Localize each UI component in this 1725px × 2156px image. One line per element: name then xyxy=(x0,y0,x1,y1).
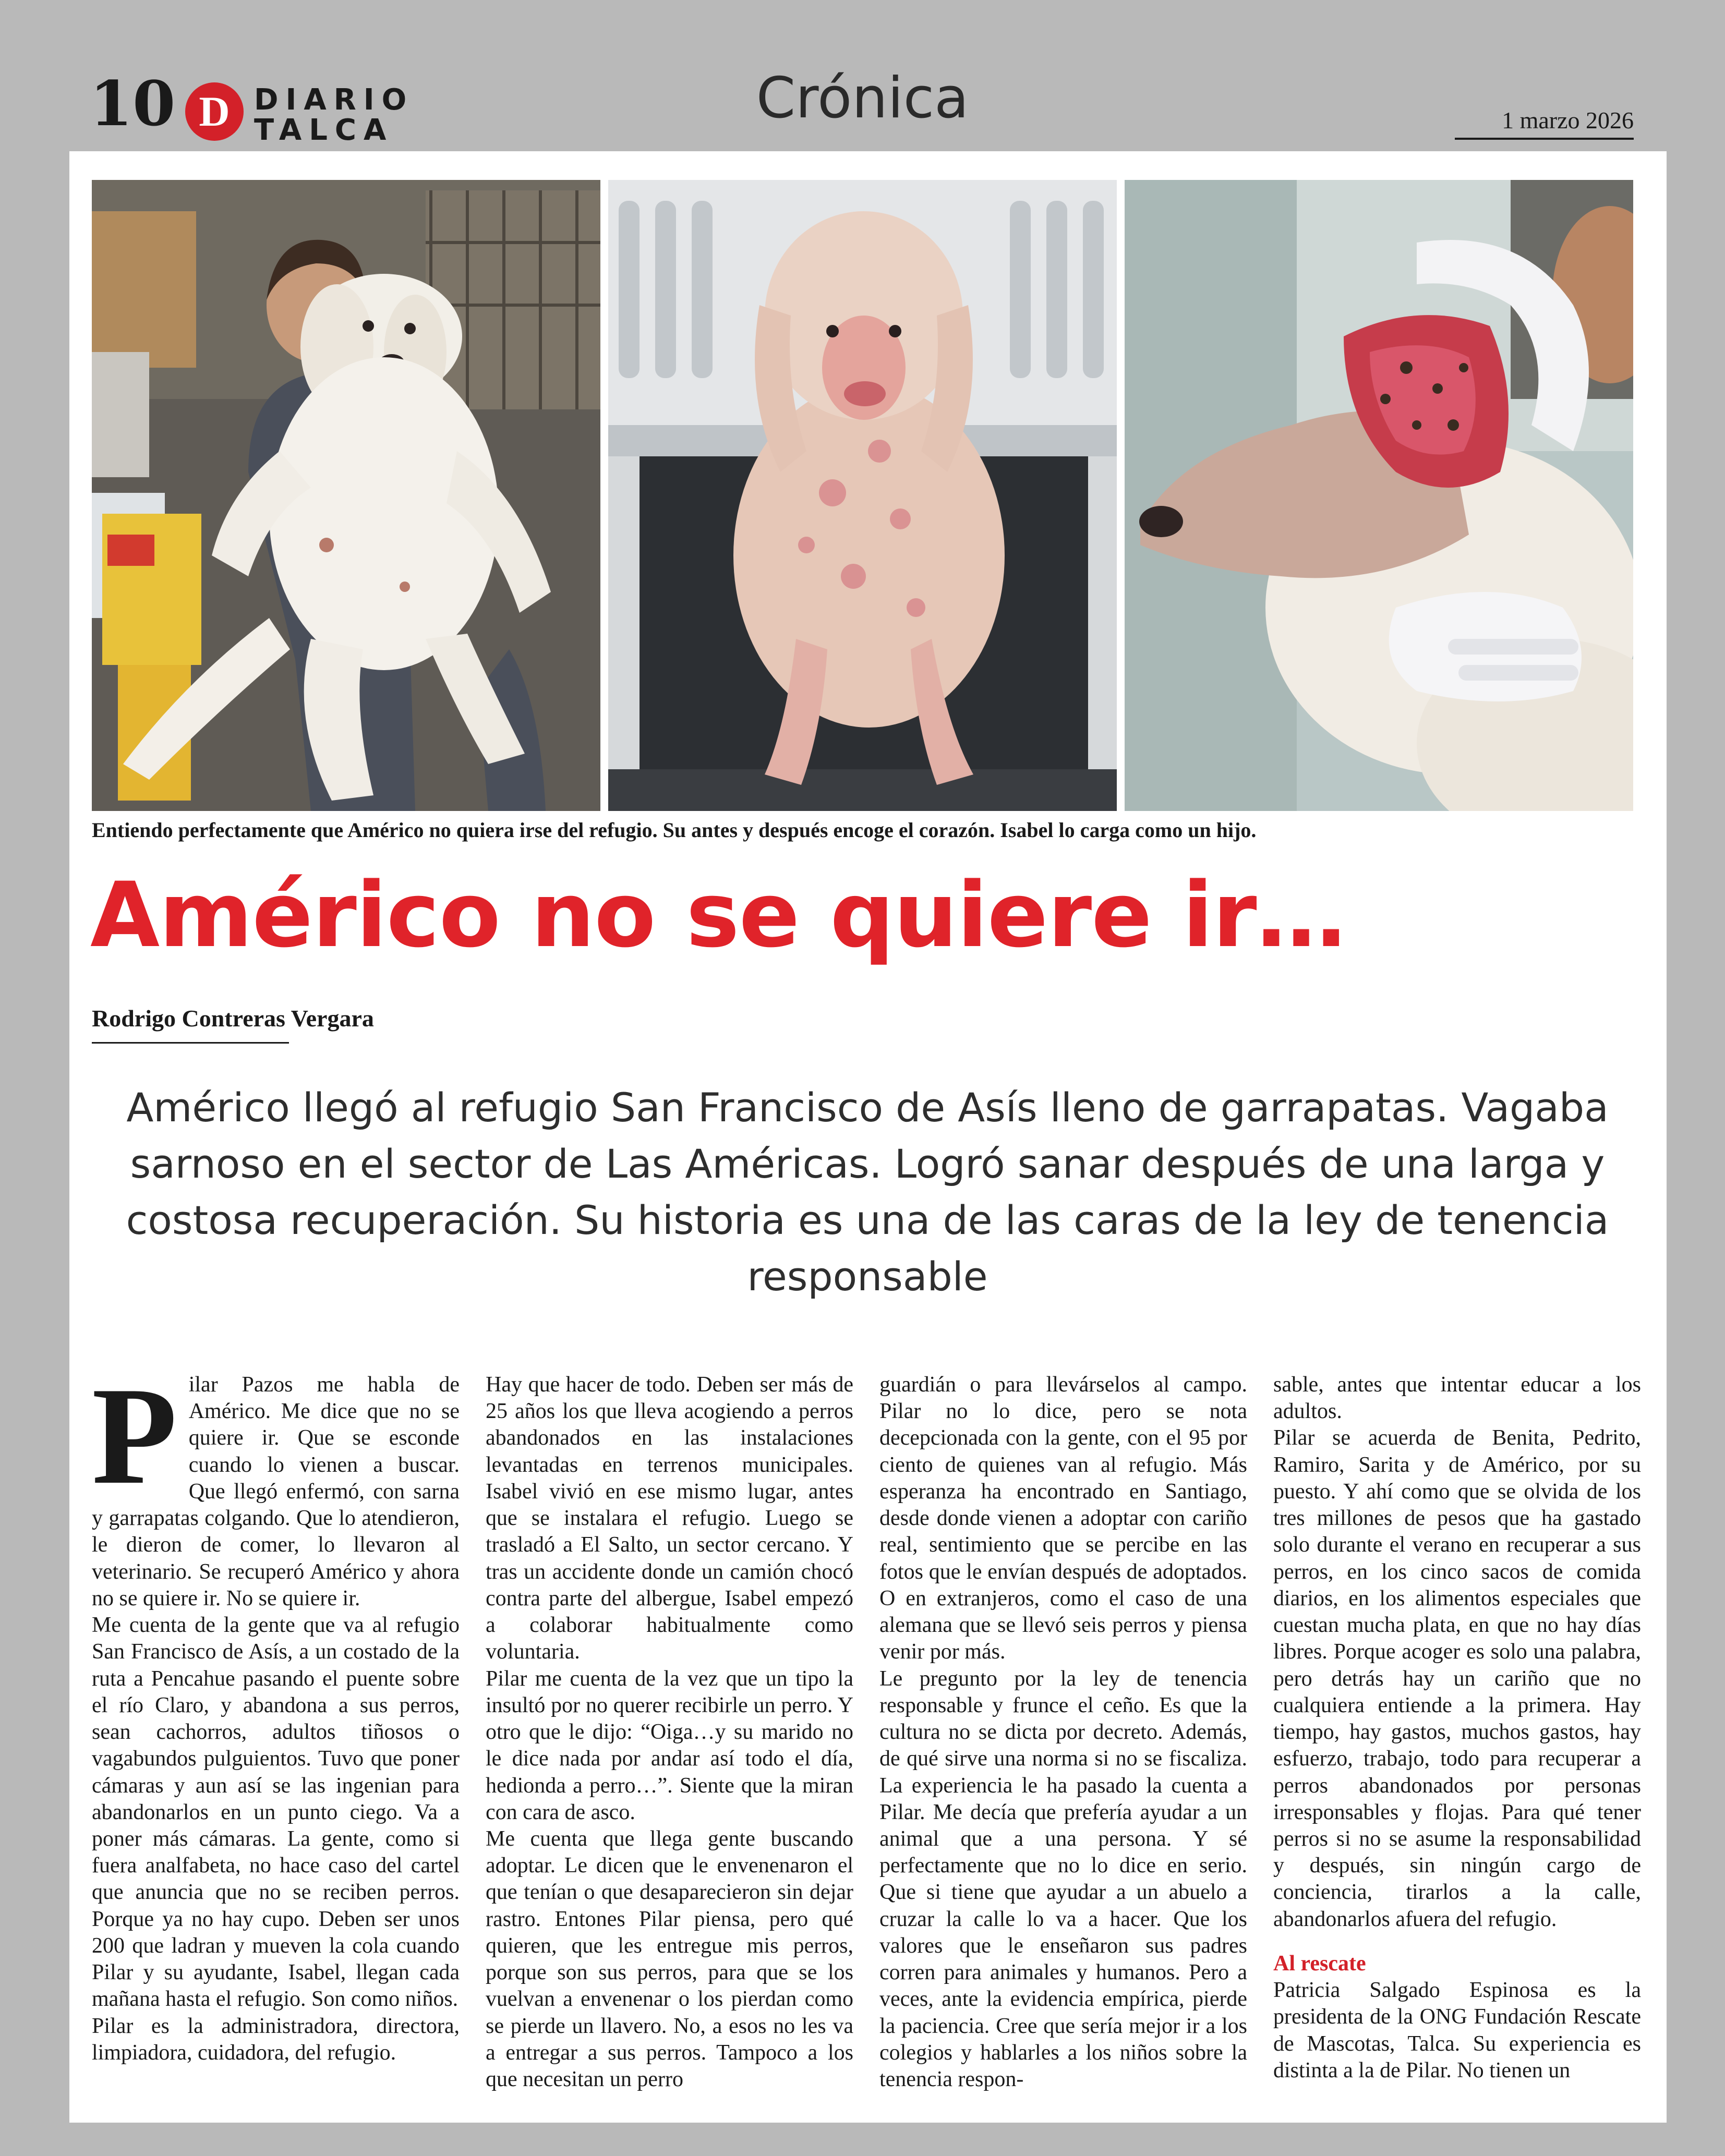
byline-divider xyxy=(92,1042,289,1044)
photo-caption: Entiendo perfectamente que Américo no quiera irse del refugio. Su antes y después encoge el corazón. Isabel lo carga como un hijo. xyxy=(92,818,1257,842)
article-headline: Américo no se quiere ir… xyxy=(90,863,1346,967)
body-paragraph: Pilar me cuenta de la vez que un tipo la insultó por no querer recibirle un perro. Y otro que le dijo: “Oiga…y su marido no le dice nada por andar así todo el día, hedionda a perro…”. Siente que la miran con cara de asco. xyxy=(486,1666,853,1824)
body-column-4 xyxy=(1273,1372,1641,2123)
photo-sick-dog-in-crate xyxy=(608,180,1117,811)
body-column-3 xyxy=(879,1372,1247,2123)
article-lead: Américo llegó al refugio San Francisco de Asís lleno de garrapatas. Vagaba sarnoso en el sector de Las Américas. Logró sanar después de una larga y costosa recuperación. Su historia es una de las caras de la ley de tenencia responsable xyxy=(126,1084,1609,1300)
drop-cap: P xyxy=(92,1372,177,1513)
logo-text-talca: TALCA xyxy=(254,113,394,147)
page-number: 10 xyxy=(90,67,176,140)
body-paragraph: Pilar es la administradora, directora, limpiadora, cuidadora, del refugio. xyxy=(92,2014,460,2065)
body-paragraph: guardián o para llevárselos al campo. Pilar no lo dice, pero se nota decepcionada con la gente, con el 95 por ciento de quienes van al refugio. Más esperanza ha encontrado en Santiago, desde donde vienen a adoptar con cariño real, sentimiento que se percibe en las fotos que le envían después de adoptados. O en extranjeros, como el caso de una alemana que se llevó seis perros y piensa venir por más. xyxy=(879,1373,1247,1664)
body-paragraph: Pilar Pazos me habla de Américo. Me dice que no se quiere ir. Que se esconde cuando lo vienen a buscar. Que llegó enfermó, con sarna y garrapatas colgando. Que lo atendieron, le dieron de comer, lo llevaron al veterinario. Se recuperó Américo y ahora no se quiere ir. No se quiere ir. xyxy=(92,1372,460,1610)
page-header xyxy=(0,0,1725,151)
issue-date: 1 marzo 2026 xyxy=(1455,108,1634,140)
body-paragraph: Pilar se acuerda de Benita, Pedrito, Ramiro, Sarita y de Américo, por su puesto. Y ahí como que se olvida de los tres millones de pesos que ha gastado solo durante el verano en recuperar a sus perros, en los cinco sacos de comida diarios, en los alimentos especiales que cuestan mucha plata, en que no hay días libres. Porque acoger es solo una palabra, pero detrás hay un cariño que no cualquiera entiende a la primera. Hay tiempo, hay gastos, muchos gastos, hay esfuerzo, trabajo, todo para recuperar a perros abandonados por personas irresponsables y flojas. Para qué tener perros si no se asume la responsabilidad y después, sin ningún cargo de conciencia, tirarlos a la calle, abandonarlos afuera del refugio. xyxy=(1273,1426,1641,1931)
body-paragraph: Le pregunto por la ley de tenencia responsable y frunce el ceño. Es que la cultura no se dicta por decreto. Además, de qué sirve una norma si no se fiscaliza. La experiencia le ha pasado la cuenta a Pilar. Me decía que prefería ayudar a un animal que a una persona. Y sé perfectamente que no lo dice en serio. Que si tiene que ayudar a un abuelo a cruzar la calle lo va a hacer. Que los valores que le enseñaron sus padres corren para animales y humanos. Pero a veces, ante la evidencia empírica, pierde la paciencia. Cree que sería mejor ir a los colegios y hablarles a los niños sobre la tenencia respon- xyxy=(879,1666,1247,2092)
body-paragraph: Patricia Salgado Espinosa es la presidenta de la ONG Fundación Rescate de Mascotas, Talca. Su experiencia es distinta a la de Pilar. No tienen un xyxy=(1273,1978,1641,2082)
photo-dog-ear-closeup xyxy=(1125,180,1633,811)
section-subhead: Al rescate xyxy=(1273,1951,1366,1976)
logo-mark-icon: D xyxy=(185,82,244,141)
body-paragraph: Me cuenta de la gente que va al refugio San Francisco de Asís, a un costado de la ruta a Pencahue pasando el puente sobre el río Claro, y abandona a sus perros, sean cachorros, adultos tiñosos o vagabundos pulguientos. Tuvo que poner cámaras y aun así se las ingenian para abandonarlos en un punto ciego. Va a poner más cámaras. La gente, como si fuera analfabeta, no hace caso del cartel que anuncia que no se reciben perros. Porque ya no hay cupo. Deben ser unos 200 que ladran y mueven la cola cuando Pilar y su ayudante, Isabel, llegan cada mañana hasta el refugio. Son como niños. xyxy=(92,1613,460,2012)
article-page xyxy=(69,151,1667,2123)
article-byline: Rodrigo Contreras Vergara xyxy=(92,1005,374,1032)
logo-text-diario: DIARIO xyxy=(254,83,414,117)
section-title: Crónica xyxy=(756,66,969,131)
body-column-2 xyxy=(486,1372,853,2123)
body-paragraph: Me cuenta que llega gente buscando adoptar. Le dicen que le envenenaron el que tenían o que desaparecieron sin dejar rastro. Entones Pilar piensa, pero qué quieren, que les entregue mis perros, porque son sus perros, para que se los vuelvan a envenenar o los pierdan como se pierde un llavero. No, a esos no les va a entregar a sus perros. Tampoco a los que necesitan un perro xyxy=(486,1826,853,2092)
body-column-1 xyxy=(92,1372,460,2123)
body-paragraph: sable, antes que intentar educar a los adultos. xyxy=(1273,1373,1641,1424)
photo-woman-holding-dog xyxy=(92,180,600,811)
body-paragraph: Hay que hacer de todo. Deben ser más de 25 años los que lleva acogiendo a perros abandonados en las instalaciones levantadas en terrenos municipales. Isabel vivió en ese mismo lugar, antes que se instalara el refugio. Luego se trasladó a El Salto, un sector cercano. Y tras un accidente donde un camión chocó contra parte del albergue, Isabel empezó a colaborar habitualmente como voluntaria. xyxy=(486,1373,853,1664)
